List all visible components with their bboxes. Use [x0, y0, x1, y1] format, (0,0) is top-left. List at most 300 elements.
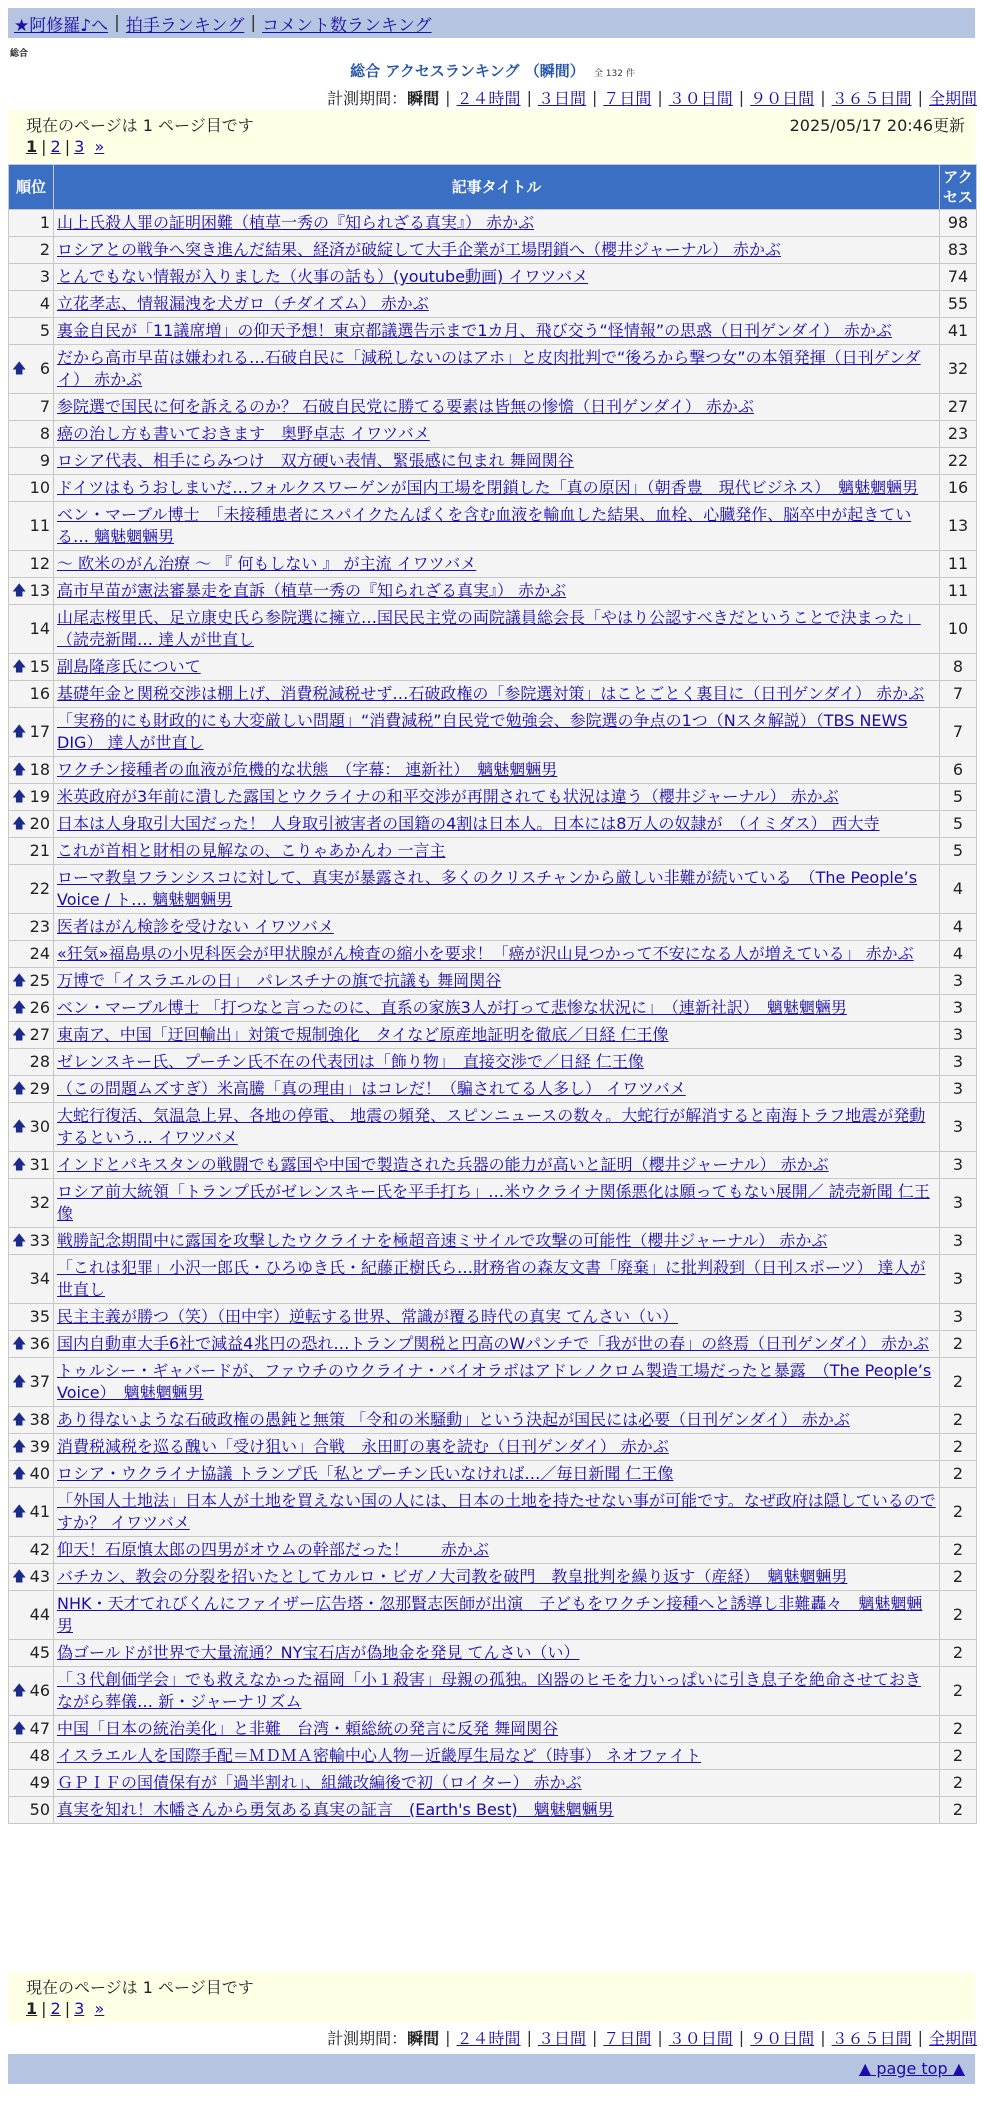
- title-cell: [54, 291, 939, 317]
- rank-cell: [9, 578, 53, 604]
- article-title-link[interactable]: ベン・マーブル博士 「未接種患者にスパイクたんぱくを含む血液を輸血した結果、血栓、心臓発作、脳卒中が起きている… 魑魅魍魎男: [57, 505, 912, 546]
- rank-cell: [9, 421, 53, 447]
- period-24h-link[interactable]: ２４時間: [456, 89, 521, 108]
- page-link-3[interactable]: 3: [74, 137, 85, 156]
- title-cell: [54, 448, 939, 474]
- title-cell: [54, 1716, 939, 1742]
- rank-number: 24: [29, 944, 50, 963]
- title-cell: [54, 1228, 939, 1254]
- table-row: [9, 1358, 976, 1406]
- article-title-link[interactable]: 立花孝志、情報漏洩を犬ガロ（チダイズム） 赤かぶ: [57, 294, 429, 313]
- rank-number: 49: [29, 1773, 50, 1792]
- article-title-link[interactable]: トゥルシー・ギャバードが、ファウチのウクライナ・バイオラボはアドレノクロム製造工場だったと暴露 （The People’s Voice） 魑魅魍魎男: [57, 1361, 932, 1402]
- article-title-link[interactable]: ロシア・ウクライナ協議 トランプ氏「私とプーチン氏いなければ…／毎日新聞 仁王像: [57, 1464, 674, 1483]
- period-7d-link[interactable]: ７日間: [603, 89, 652, 108]
- title-cell: [54, 968, 939, 994]
- access-count: 3: [940, 1076, 976, 1102]
- article-title-link[interactable]: 戦勝記念期間中に露国を攻撃したウクライナを極超音速ミサイルで攻撃の可能性（櫻井ジャーナル） 赤かぶ: [57, 1231, 828, 1250]
- article-title-link[interactable]: ～ 欧米のがん治療 ～ 『 何もしない 』 が主流 イワツバメ: [57, 554, 477, 573]
- article-title-link[interactable]: バチカン、教会の分裂を招いたとしてカルロ・ビガノ大司教を破門 教皇批判を繰り返す（産経） 魑魅魍魎男: [57, 1567, 848, 1586]
- up-arrow-icon: 🡅: [12, 1466, 27, 1482]
- period-separator: |: [526, 2028, 532, 2047]
- rank-number: 42: [29, 1540, 50, 1559]
- article-title-link[interactable]: 「外国人土地法」日本人が土地を買えない国の人には、日本の土地を持たせない事が可能です。なぜ政府は隠しているのですか？ イワツバメ: [57, 1491, 936, 1532]
- rank-cell: [9, 1228, 53, 1254]
- article-title-link[interactable]: 医者はがん検診を受けない イワツバメ: [57, 917, 334, 936]
- period-current: 瞬間: [407, 2029, 440, 2048]
- table-row: [9, 1049, 976, 1075]
- access-count: 3: [940, 1049, 976, 1075]
- rank-number: 43: [29, 1567, 50, 1586]
- access-count: 2: [940, 1537, 976, 1563]
- access-count: 5: [940, 838, 976, 864]
- article-title-link[interactable]: 万博で「イスラエルの日」 パレスチナの旗で抗議も 舞岡関谷: [57, 971, 502, 990]
- access-count: 2: [940, 1667, 976, 1715]
- rank-number: 14: [29, 619, 50, 638]
- nav-link-clap-ranking[interactable]: 拍手ランキング: [125, 15, 245, 36]
- page-top-link[interactable]: ▲ page top ▲: [858, 2059, 965, 2078]
- title-cell: [54, 1770, 939, 1796]
- period-separator: |: [657, 88, 663, 107]
- article-title-link[interactable]: 仰天！石原慎太郎の四男がオウムの幹部だった！ 赤かぶ: [57, 1540, 489, 1559]
- rank-cell: [9, 1640, 53, 1666]
- period-all-link[interactable]: 全期間: [928, 2029, 977, 2048]
- article-title-link[interactable]: 裏金自民が「11議席増」の仰天予想！東京都議選告示まで1カ月、飛び交う“怪情報”の思惑（日刊ゲンダイ） 赤かぶ: [57, 321, 892, 340]
- title-cell: [54, 1179, 939, 1227]
- article-title-link[interactable]: 米英政府が3年前に潰した露国とウクライナの和平交渉が再開されても状況は違う（櫻井ジャーナル） 赤かぶ: [57, 787, 839, 806]
- rank-cell: [9, 345, 53, 393]
- up-arrow-icon: 🡅: [12, 724, 27, 740]
- period-separator: |: [738, 88, 745, 107]
- rank-number: 29: [29, 1079, 50, 1098]
- table-row: [9, 291, 976, 317]
- title-cell: [54, 1304, 939, 1330]
- rank-number: 13: [29, 581, 50, 600]
- title-cell: [54, 1152, 939, 1178]
- table-row: [9, 1770, 976, 1796]
- access-count: 22: [940, 448, 976, 474]
- rank-cell: [9, 1591, 53, 1639]
- table-row: [9, 1255, 976, 1303]
- access-count: 3: [940, 1228, 976, 1254]
- rank-number: 1: [39, 213, 50, 232]
- article-title-link[interactable]: 高市早苗が憲法審暴走を直訴（植草一秀の『知られざる真実』） 赤かぶ: [57, 581, 567, 600]
- table-row: [9, 237, 976, 263]
- title-cell: [54, 1331, 939, 1357]
- header-access: アクセス: [940, 165, 976, 209]
- up-arrow-icon: 🡅: [12, 762, 27, 778]
- rank-cell: [9, 1488, 53, 1536]
- article-title-link[interactable]: 癌の治し方も書いておきます 奥野卓志 イワツバメ: [57, 424, 430, 443]
- rank-number: 33: [29, 1231, 50, 1250]
- rank-number: 34: [29, 1269, 50, 1288]
- title-cell: [54, 941, 939, 967]
- title-cell: [54, 1797, 939, 1823]
- table-header-row: [9, 165, 976, 209]
- rank-number: 20: [29, 814, 50, 833]
- rank-number: 45: [29, 1643, 50, 1662]
- rank-number: 27: [29, 1025, 50, 1044]
- period-90d-link[interactable]: ９０日間: [750, 2029, 815, 2048]
- article-title-link[interactable]: «狂気»福島県の小児科医会が甲状腺がん検査の縮小を要求！「癌が沢山見つかって不安になる人が増えている」 赤かぶ: [57, 944, 914, 963]
- article-title-link[interactable]: 山上氏殺人罪の証明困難（植草一秀の『知られざる真実』） 赤かぶ: [57, 213, 535, 232]
- period-separator: |: [445, 88, 451, 107]
- table-row: [9, 1564, 976, 1590]
- rank-number: 44: [29, 1605, 50, 1624]
- article-title-link[interactable]: 参院選で国民に何を訴えるのか？ 石破自民党に勝てる要素は皆無の惨憺（日刊ゲンダイ） 赤かぶ: [57, 397, 754, 416]
- rank-number: 15: [29, 657, 50, 676]
- rank-number: 37: [29, 1372, 50, 1391]
- table-row: [9, 210, 976, 236]
- up-arrow-icon: 🡅: [12, 361, 27, 377]
- table-row: [9, 811, 976, 837]
- rank-cell: [9, 318, 53, 344]
- rank-cell: [9, 502, 53, 550]
- page-link-2[interactable]: 2: [50, 1999, 61, 2018]
- title-cell: [54, 811, 939, 837]
- article-title-link[interactable]: NHK・天才てれびくんにファイザー広告塔・忽那賢志医師が出演 子どもをワクチン接種へと誘導し非難轟々 魑魅魍魎男: [57, 1594, 923, 1635]
- title-cell: [54, 914, 939, 940]
- access-count: 16: [940, 475, 976, 501]
- table-row: [9, 1743, 976, 1769]
- up-arrow-icon: 🡅: [12, 1119, 27, 1135]
- title-cell: [54, 1076, 939, 1102]
- paging-box-bottom: [8, 1972, 975, 2022]
- article-title-link[interactable]: ワクチン接種者の血液が危機的な状態 （字幕： 連新社） 魑魅魍魎男: [57, 760, 558, 779]
- rank-cell: [9, 1103, 53, 1151]
- title-cell: [54, 578, 939, 604]
- access-count: 3: [940, 1152, 976, 1178]
- period-separator: |: [445, 2028, 451, 2047]
- rank-cell: [9, 210, 53, 236]
- header-rank: 順位: [9, 165, 53, 209]
- article-title-link[interactable]: 東南ア、中国「迂回輸出」対策で規制強化 タイなど原産地証明を徹底／日経 仁王像: [57, 1025, 669, 1044]
- period-selector-top: [327, 86, 977, 109]
- rank-number: 19: [29, 787, 50, 806]
- article-title-link[interactable]: ロシア前大統領「トランプ氏がゼレンスキー氏を平手打ち」…米ウクライナ関係悪化は願ってもない展開／ 読売新聞 仁王像: [57, 1182, 930, 1223]
- rank-cell: [9, 681, 53, 707]
- table-row: [9, 345, 976, 393]
- period-separator: |: [591, 88, 598, 107]
- rank-cell: [9, 708, 53, 756]
- up-arrow-icon: 🡅: [12, 1027, 27, 1043]
- rank-cell: [9, 394, 53, 420]
- rank-cell: [9, 1022, 53, 1048]
- period-30d-link[interactable]: ３０日間: [668, 2029, 733, 2048]
- rank-cell: [9, 264, 53, 290]
- article-title-link[interactable]: 偽ゴールドが世界で大量流通？NY宝石店が偽地金を発見 てんさい（い）: [57, 1643, 580, 1662]
- access-count: 2: [940, 1716, 976, 1742]
- period-90d-link[interactable]: ９０日間: [750, 89, 815, 108]
- access-count: 2: [940, 1407, 976, 1433]
- article-title-link[interactable]: 「実務的にも財政的にも大変厳しい問題」“消費減税”自民党で勉強会、参院選の争点の1つ（Nスタ解説）（TBS NEWS DIG） 達人が世直し: [57, 711, 908, 752]
- rank-cell: [9, 1076, 53, 1102]
- rank-cell: [9, 941, 53, 967]
- access-count: 27: [940, 394, 976, 420]
- article-title-link[interactable]: ＧＰＩＦの国債保有が「過半割れ」、組織改編後で初（ロイター） 赤かぶ: [57, 1773, 582, 1792]
- table-row: [9, 914, 976, 940]
- rank-cell: [9, 1743, 53, 1769]
- access-count: 2: [940, 1640, 976, 1666]
- rank-number: 30: [29, 1117, 50, 1136]
- page-title: [0, 60, 985, 81]
- access-count: 2: [940, 1461, 976, 1487]
- table-row: [9, 1152, 976, 1178]
- page-next-link[interactable]: »: [94, 137, 105, 156]
- rank-cell: [9, 448, 53, 474]
- title-cell: [54, 708, 939, 756]
- top-nav-bar: [8, 8, 975, 38]
- access-count: 4: [940, 941, 976, 967]
- rank-number: 38: [29, 1410, 50, 1429]
- table-row: [9, 318, 976, 344]
- article-title-link[interactable]: 「これは犯罪」小沢一郎氏・ひろゆき氏・紀藤正樹氏ら…財務省の森友文書「廃棄」に批判殺到（日刊スポーツ） 達人が世直し: [57, 1258, 926, 1299]
- page-link-3[interactable]: 3: [74, 1999, 85, 2018]
- title-cell: [54, 345, 939, 393]
- title-cell: [54, 237, 939, 263]
- period-3d-link[interactable]: ３日間: [537, 2029, 586, 2048]
- rank-cell: [9, 1797, 53, 1823]
- access-count: 32: [940, 345, 976, 393]
- rank-cell: [9, 968, 53, 994]
- access-count: 8: [940, 654, 976, 680]
- table-row: [9, 654, 976, 680]
- access-count: 3: [940, 995, 976, 1021]
- rank-number: 48: [29, 1746, 50, 1765]
- period-separator: |: [591, 2028, 598, 2047]
- article-title-link[interactable]: イスラエル人を国際手配＝ＭＤＭＡ密輸中心人物－近畿厚生局など（時事） ネオファイト: [57, 1746, 702, 1765]
- title-cell: [54, 551, 939, 577]
- up-arrow-icon: 🡅: [12, 816, 27, 832]
- up-arrow-icon: 🡅: [12, 1412, 27, 1428]
- rank-number: 40: [29, 1464, 50, 1483]
- article-title-link[interactable]: これが首相と財相の見解なの、こりゃあかんわ 一言主: [57, 841, 446, 860]
- title-cell: [54, 318, 939, 344]
- table-row: [9, 551, 976, 577]
- table-row: [9, 421, 976, 447]
- period-7d-link[interactable]: ７日間: [603, 2029, 652, 2048]
- current-page-text: 現在のページは 1 ページ目です: [26, 116, 254, 135]
- rank-number: 4: [39, 294, 50, 313]
- article-title-link[interactable]: 真実を知れ！木幡さんから勇気ある真実の証言 (Earth's Best) 魑魅魍魎男: [57, 1800, 614, 1819]
- rank-cell: [9, 1304, 53, 1330]
- nav-link-asyura[interactable]: ★阿修羅♪へ: [14, 15, 109, 36]
- rank-number: 26: [29, 998, 50, 1017]
- table-row: [9, 1667, 976, 1715]
- title-cell: [54, 681, 939, 707]
- up-arrow-icon: 🡅: [12, 659, 27, 675]
- table-row: [9, 865, 976, 913]
- up-arrow-icon: 🡅: [12, 973, 27, 989]
- access-count: 2: [940, 1743, 976, 1769]
- article-title-link[interactable]: ベン・マーブル博士 「打つなと言ったのに、直系の家族3人が打って悲惨な状況に」 （連新社訳） 魑魅魍魎男: [57, 998, 847, 1017]
- access-count: 3: [940, 1022, 976, 1048]
- rank-cell: [9, 605, 53, 653]
- access-count: 7: [940, 708, 976, 756]
- article-title-link[interactable]: 山尾志桜里氏、足立康史氏ら参院選に擁立…国民民主党の両院議員総会長「やはり公認すべきだということで決まった」（読売新聞… 達人が世直し: [57, 608, 921, 649]
- article-title-link[interactable]: 国内自動車大手6社で減益4兆円の恐れ…トランプ関税と円高のWパンチで「我が世の春」の終焉（日刊ゲンダイ） 赤かぶ: [57, 1334, 929, 1353]
- access-count: 13: [940, 502, 976, 550]
- period-separator: |: [657, 2028, 663, 2047]
- table-row: [9, 708, 976, 756]
- rank-cell: [9, 1152, 53, 1178]
- rank-number: 41: [29, 1502, 50, 1521]
- table-row: [9, 838, 976, 864]
- period-all-link[interactable]: 全期間: [928, 89, 977, 108]
- category-label: 総合: [10, 49, 29, 59]
- rank-number: 28: [29, 1052, 50, 1071]
- rank-number: 3: [39, 267, 50, 286]
- pagination: 1 | 2 | 3 »: [26, 137, 105, 156]
- article-title-link[interactable]: 消費税減税を巡る醜い「受け狙い」合戦 永田町の裏を読む（日刊ゲンダイ） 赤かぶ: [57, 1437, 669, 1456]
- article-title-link[interactable]: とんでもない情報が入りました（火事の話も）(youtube動画) イワツバメ: [57, 267, 589, 286]
- rank-cell: [9, 1358, 53, 1406]
- access-count: 23: [940, 421, 976, 447]
- access-count: 7: [940, 681, 976, 707]
- rank-number: 36: [29, 1334, 50, 1353]
- title-cell: [54, 995, 939, 1021]
- period-separator: |: [917, 2028, 923, 2047]
- period-3d-link[interactable]: ３日間: [537, 89, 586, 108]
- up-arrow-icon: 🡅: [12, 1336, 27, 1352]
- rank-number: 2: [39, 240, 50, 259]
- rank-cell: [9, 811, 53, 837]
- rank-number: 11: [29, 516, 50, 535]
- rank-cell: [9, 291, 53, 317]
- page-current: 1: [26, 1999, 38, 2018]
- article-title-link[interactable]: ロシアとの戦争へ突き進んだ結果、経済が破綻して大手企業が工場閉鎖へ（櫻井ジャーナル） 赤かぶ: [57, 240, 781, 259]
- period-365d-link[interactable]: ３６５日間: [831, 89, 912, 108]
- rank-cell: [9, 1770, 53, 1796]
- up-arrow-icon: 🡅: [12, 1081, 27, 1097]
- table-row: [9, 1537, 976, 1563]
- access-count: 3: [940, 1103, 976, 1151]
- rank-number: 47: [29, 1719, 50, 1738]
- title-cell: [54, 1488, 939, 1536]
- title-cell: [54, 1049, 939, 1075]
- up-arrow-icon: 🡅: [12, 1439, 27, 1455]
- table-row: [9, 394, 976, 420]
- table-row: [9, 681, 976, 707]
- access-count: 74: [940, 264, 976, 290]
- page-next-link[interactable]: »: [94, 1999, 105, 2018]
- rank-number: 16: [29, 684, 50, 703]
- total-count: 全 132 件: [593, 69, 635, 79]
- period-24h-link[interactable]: ２４時間: [456, 2029, 521, 2048]
- rank-cell: [9, 1255, 53, 1303]
- access-count: 3: [940, 968, 976, 994]
- access-count: 4: [940, 865, 976, 913]
- footer-bar: [8, 2054, 975, 2084]
- article-title-link[interactable]: 大蛇行復活、気温急上昇、各地の停電、 地震の頻発、スピンニュースの数々。大蛇行が解消すると南海トラフ地震が発動するという… イワツバメ: [57, 1106, 926, 1147]
- nav-separator: |: [114, 13, 120, 33]
- rank-number: 35: [29, 1307, 50, 1326]
- nav-separator: |: [250, 13, 257, 33]
- rank-cell: [9, 865, 53, 913]
- table-row: [9, 1103, 976, 1151]
- article-title-link[interactable]: インドとパキスタンの戦闘でも露国や中国で製造された兵器の能力が高いと証明（櫻井ジャーナル） 赤かぶ: [57, 1155, 829, 1174]
- article-title-link[interactable]: 中国「日本の統治美化」と非難 台湾・頼総統の発言に反発 舞岡関谷: [57, 1719, 559, 1738]
- up-arrow-icon: 🡅: [12, 1569, 27, 1585]
- title-cell: [54, 1667, 939, 1715]
- title-cell: [54, 1358, 939, 1406]
- rank-number: 5: [39, 321, 50, 340]
- table-row: [9, 1591, 976, 1639]
- page-link-2[interactable]: 2: [50, 137, 61, 156]
- table-row: [9, 1331, 976, 1357]
- pagination: 1 | 2 | 3 »: [26, 1999, 105, 2018]
- page-current: 1: [26, 137, 38, 156]
- title-cell: [54, 210, 939, 236]
- access-count: 6: [940, 757, 976, 783]
- article-title-link[interactable]: （この問題ムズすぎ）米高騰「真の理由」はコレだ！（騙されてる人多し） イワツバメ: [57, 1079, 686, 1098]
- rank-number: 7: [39, 397, 50, 416]
- table-row: [9, 1407, 976, 1433]
- table-row: [9, 1022, 976, 1048]
- article-title-link[interactable]: 民主主義が勝つ（笑）（田中宇）逆転する世界、常識が覆る時代の真実 てんさい（い）: [57, 1307, 679, 1326]
- access-count: 3: [940, 1179, 976, 1227]
- rank-cell: [9, 757, 53, 783]
- article-title-link[interactable]: ドイツはもうおしまいだ…フォルクスワーゲンが国内工場を閉鎖した「真の原因」（朝香豊 現代ビジネス） 魑魅魍魎男: [57, 478, 919, 497]
- access-count: 10: [940, 605, 976, 653]
- rank-number: 22: [29, 879, 50, 898]
- article-title-link[interactable]: 基礎年金と関税交渉は棚上げ、消費税減税せず…石破政権の「参院選対策」はことごとく裏目に（日刊ゲンダイ） 赤かぶ: [57, 684, 925, 703]
- article-title-link[interactable]: ゼレンスキー氏、プーチン氏不在の代表団は「飾り物」 直接交渉で／日経 仁王像: [57, 1052, 644, 1071]
- access-count: 3: [940, 1304, 976, 1330]
- title-cell: [54, 475, 939, 501]
- nav-link-comment-ranking[interactable]: コメント数ランキング: [262, 15, 432, 36]
- period-separator: |: [820, 2028, 826, 2047]
- up-arrow-icon: 🡅: [12, 1157, 27, 1173]
- rank-cell: [9, 784, 53, 810]
- up-arrow-icon: 🡅: [12, 1504, 27, 1520]
- title-cell: [54, 502, 939, 550]
- access-count: 2: [940, 1358, 976, 1406]
- title-cell: [54, 654, 939, 680]
- period-label: 計測期間：: [327, 89, 408, 108]
- period-365d-link[interactable]: ３６５日間: [831, 2029, 912, 2048]
- table-row: [9, 605, 976, 653]
- rank-cell: [9, 1461, 53, 1487]
- rank-number: 12: [29, 554, 50, 573]
- article-title-link[interactable]: 日本は人身取引大国だった！ 人身取引被害者の国籍の4割は日本人。日本には8万人の奴隷が （イミダス） 西大寺: [57, 814, 880, 833]
- article-title-link[interactable]: 副島隆彦氏について: [57, 657, 201, 676]
- period-label: 計測期間：: [327, 2029, 408, 2048]
- table-row: [9, 1179, 976, 1227]
- article-title-link[interactable]: ロシア代表、相手にらみつけ 双方硬い表情、緊張感に包まれ 舞岡関谷: [57, 451, 574, 470]
- article-title-link[interactable]: だから高市早苗は嫌われる…石破自民に「減税しないのはアホ」と皮肉批判で“後ろから撃つ女”の本領発揮（日刊ゲンダイ） 赤かぶ: [57, 348, 921, 389]
- rank-number: 39: [29, 1437, 50, 1456]
- rank-number: 50: [29, 1800, 50, 1819]
- article-title-link[interactable]: 「３代創価学会」でも救えなかった福岡「小１殺害」母親の孤独。凶器のヒモを力いっぱいに引き息子を絶命させておきながら葬儀… 新・ジャーナリズム: [57, 1670, 922, 1711]
- rank-number: 31: [29, 1155, 50, 1174]
- title-cell: [54, 1591, 939, 1639]
- table-row: [9, 475, 976, 501]
- rank-number: 17: [29, 722, 50, 741]
- title-cell: [54, 1255, 939, 1303]
- table-row: [9, 264, 976, 290]
- rank-cell: [9, 551, 53, 577]
- up-arrow-icon: 🡅: [12, 583, 27, 599]
- title-cell: [54, 605, 939, 653]
- rank-cell: [9, 1564, 53, 1590]
- article-title-link[interactable]: あり得ないような石破政権の愚鈍と無策 「令和の米騒動」という決起が国民には必要（日刊ゲンダイ） 赤かぶ: [57, 1410, 850, 1429]
- rank-number: 25: [29, 971, 50, 990]
- access-count: 2: [940, 1331, 976, 1357]
- period-30d-link[interactable]: ３０日間: [668, 89, 733, 108]
- rank-cell: [9, 1407, 53, 1433]
- article-title-link[interactable]: ローマ教皇フランシスコに対して、真実が暴露され、多くのクリスチャンから厳しい非難が続いている （The People’s Voice / ト… 魑魅魍魎男: [57, 868, 918, 909]
